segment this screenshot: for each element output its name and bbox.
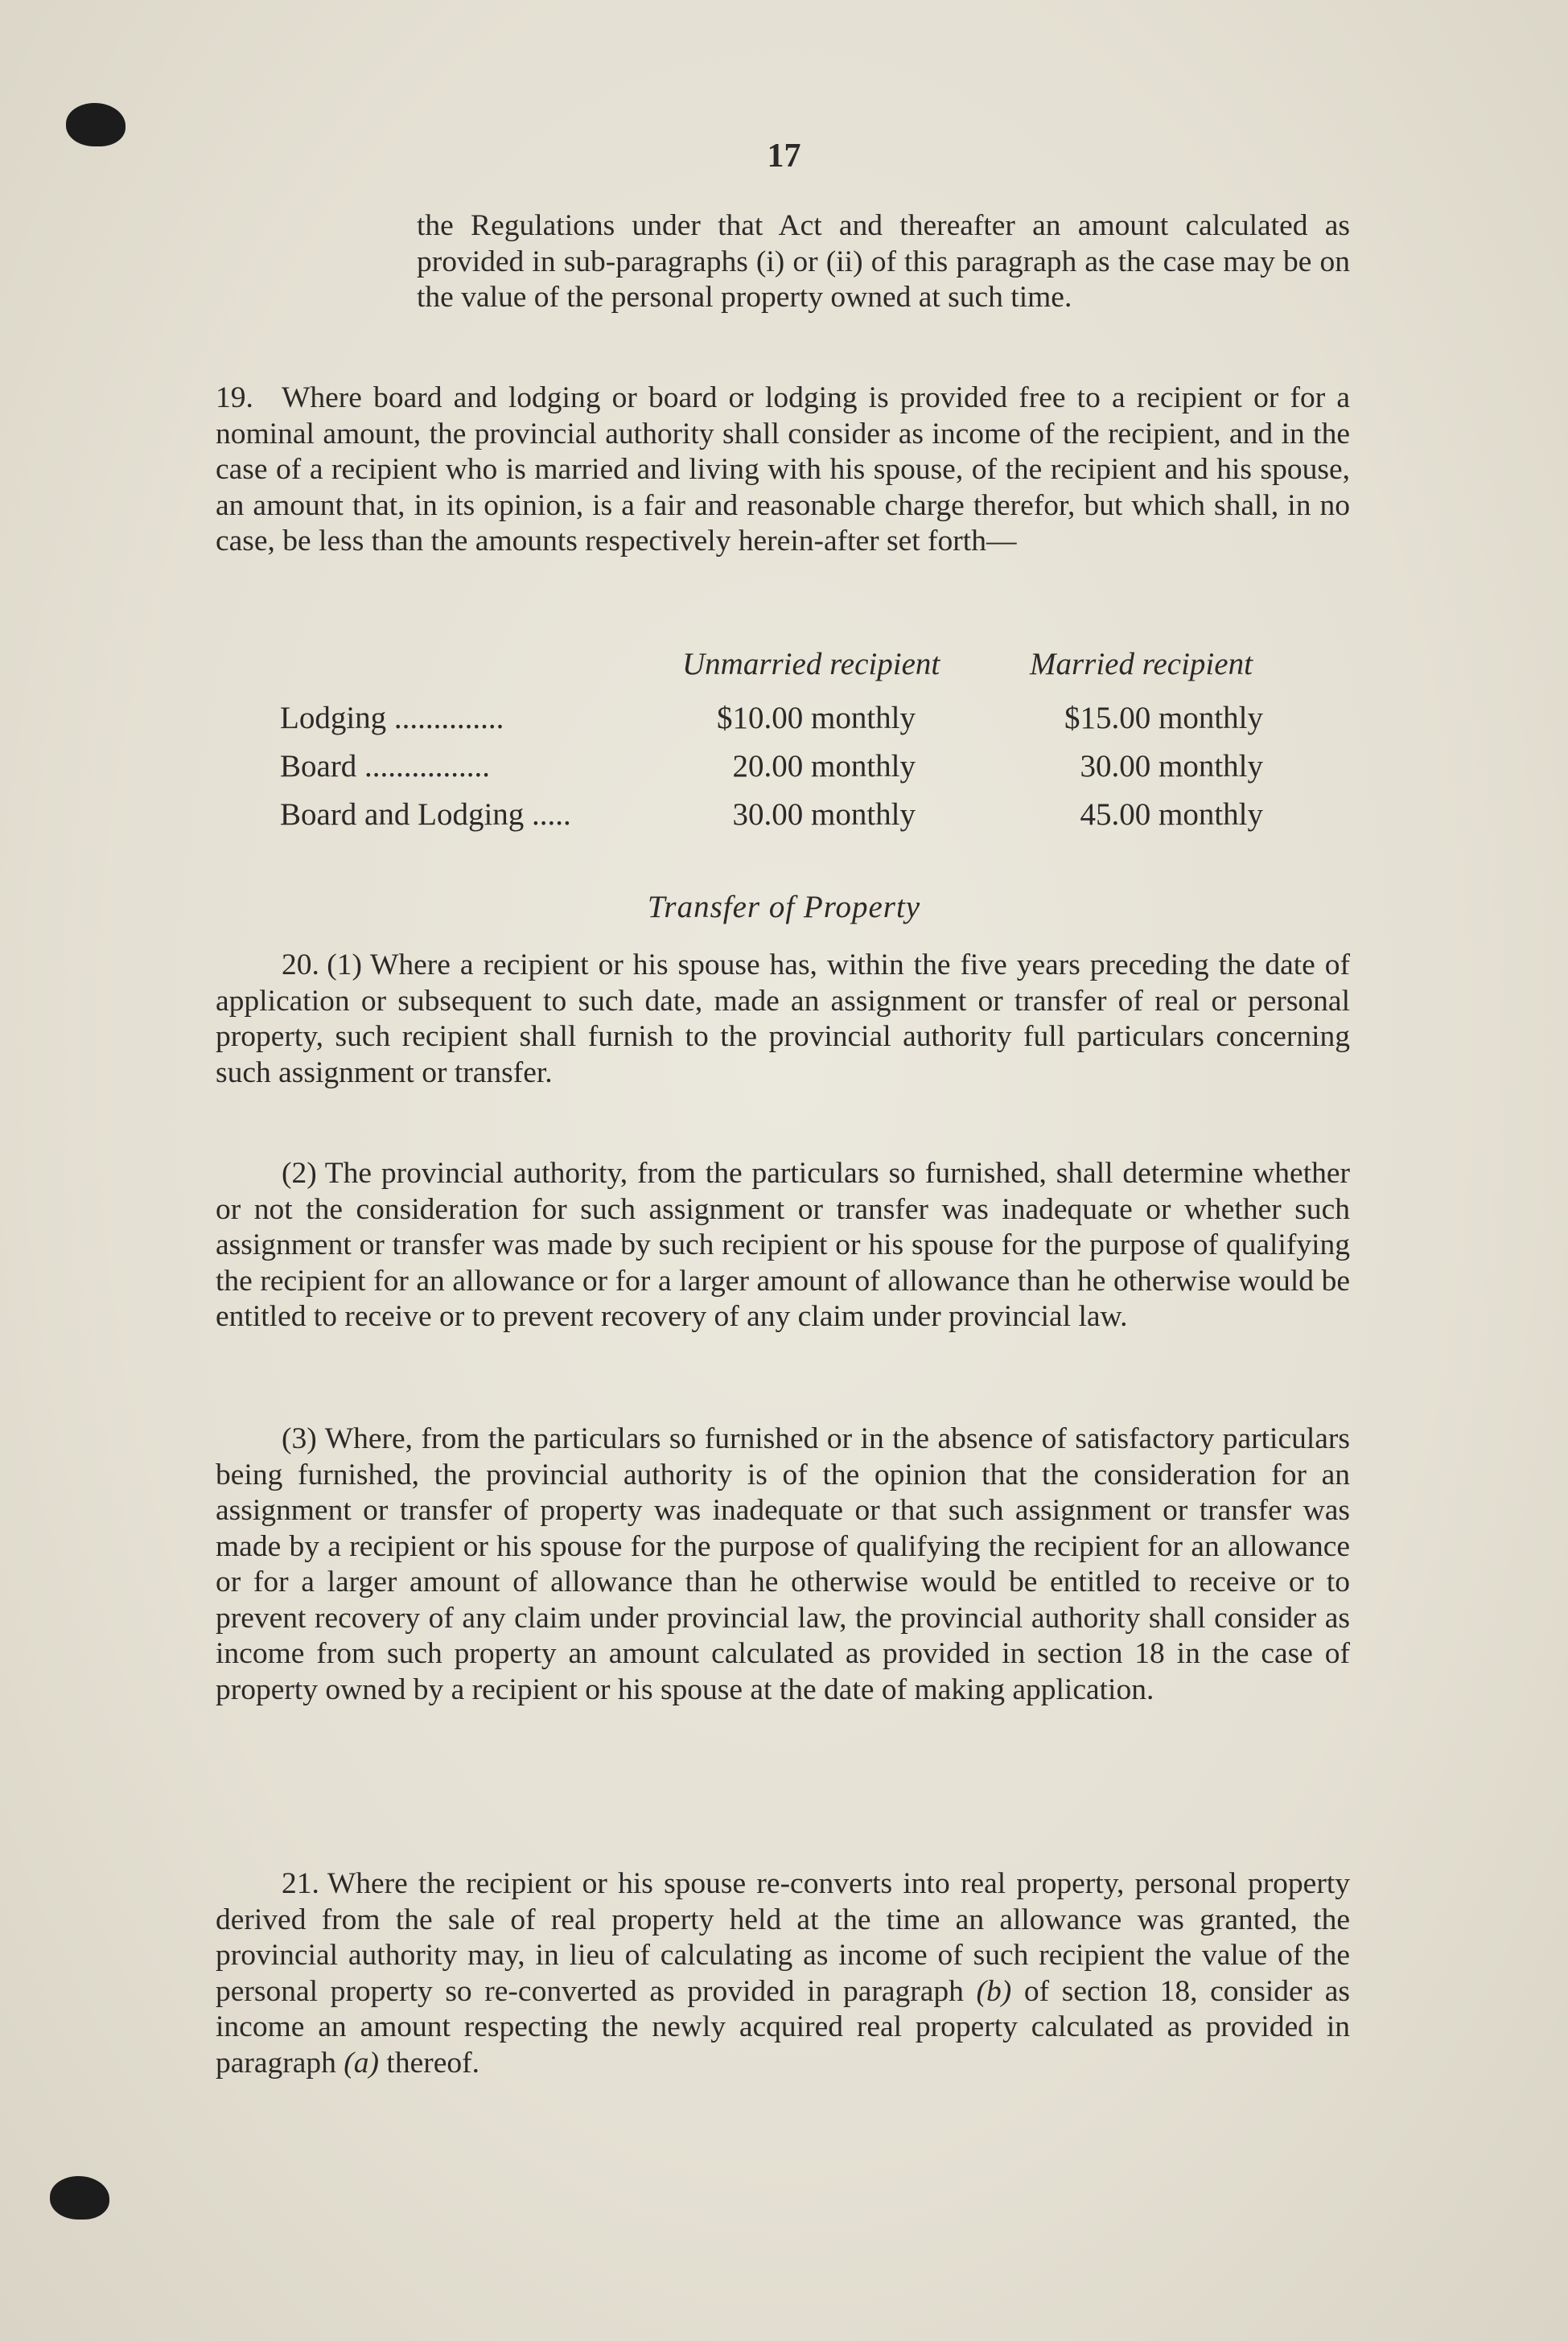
section-21-paragraph <box>216 1866 1350 2081</box>
section-21-text-c: thereof. <box>386 2046 479 2080</box>
section-20-1-text: Where a recipient or his spouse has, within the five years preceding the date of application or subsequent to such date, made an assignment or transfer of real or personal property, such recipient shall furnish to the provincial authority full particulars concerning such assignment or transfer. <box>216 948 1350 1089</box>
section-20-3-paragraph <box>216 1421 1350 1708</box>
section-19-paragraph <box>216 381 1350 560</box>
section-19-text: Where board and lodging or board or lodging is provided free to a recipient or for a nominal amount, the provincial authority shall consider as income of the recipient, and in the case of a recipient who is married and living with his spouse, of the recipient and his spouse, an amount that, in its opinion, is a fair and reasonable charge therefor, but which shall, in no case, be less than the amounts respectively herein-after set forth— <box>216 381 1350 557</box>
rate-married: 30.00 monthly <box>1080 749 1263 784</box>
rate-unmarried: $10.00 monthly <box>716 701 916 735</box>
rate-label: Board ................ <box>280 749 491 784</box>
section-20-2-text: The provincial authority, from the particulars so furnished, shall determine whether or not the consideration for such assignment or transfer was inadequate or whether such assignment or transfer was made by such recipient or his spouse for the purpose of qualifying the recipient for an allowance or for a larger amount of allowance than he otherwise would be entitled to receive or to prevent recovery of any claim under provincial law. <box>216 1157 1350 1333</box>
section-20-3-text: Where, from the particulars so furnished or in the absence of satisfactory particulars being furnished, the provincial authority is of the opinion that the consideration for an assignment or transfer of property was inadequate or that such assignment or transfer was made by a recipient or his spouse for the purpose of qualifying the recipient for an allowance or for a larger amount of allowance than he otherwise would be entitled to receive or to prevent recovery of any claim under provincial law, the provincial authority shall consider as income from such property an amount calculated as provided in section 18 in the case of property owned by a recipient or his spouse at the date of making application. <box>216 1422 1350 1706</box>
section-20-1-paragraph <box>216 948 1350 1091</box>
section-21-ref-a: (a) <box>344 2046 380 2080</box>
continuation-paragraph: the Regulations under that Act and thereafter an amount calculated as provided in sub-paragraphs (i) or (ii) of this paragraph as the case may be on the value of the personal property owned at such time. <box>417 209 1350 314</box>
page-number: 17 <box>767 138 801 175</box>
section-21-number: 21. <box>282 1867 319 1900</box>
rate-label: Lodging .............. <box>280 701 504 735</box>
punch-hole-bottom <box>50 2176 109 2220</box>
section-20-3-number: (3) <box>282 1422 317 1455</box>
rate-row-lodging <box>280 700 1342 740</box>
rate-unmarried: 30.00 monthly <box>732 797 916 832</box>
rate-row-board-and-lodging <box>280 796 1342 837</box>
rate-row-board <box>280 748 1342 788</box>
rate-unmarried: 20.00 monthly <box>732 749 916 784</box>
section-21-text-a: Where the recipient or his spouse re-converts into real property, personal property derived from the sale of real property held at the time an allowance was granted, the provincial authority may, in lieu of calculating as income of such recipient the value of the personal property so re-converted as provided in paragraph <box>216 1867 1350 2008</box>
header-unmarried-recipient: Unmarried recipient <box>682 647 940 681</box>
rate-married: 45.00 monthly <box>1080 797 1263 832</box>
header-married-recipient: Married recipient <box>1030 647 1253 681</box>
rate-married: $15.00 monthly <box>1064 701 1263 735</box>
rate-label: Board and Lodging ..... <box>280 797 571 832</box>
section-19-number: 19. <box>216 381 253 414</box>
section-heading-transfer-of-property: Transfer of Property <box>647 890 921 924</box>
section-20-2-paragraph <box>216 1156 1350 1335</box>
section-21-ref-b: (b) <box>976 1974 1012 2008</box>
section-20-2-number: (2) <box>282 1157 317 1190</box>
section-21-text-b: of section 18, consider as income an amount respecting the newly acquired real property calculated as provided in paragraph <box>216 1974 1351 2080</box>
section-20-1-number: 20. (1) <box>282 948 362 981</box>
